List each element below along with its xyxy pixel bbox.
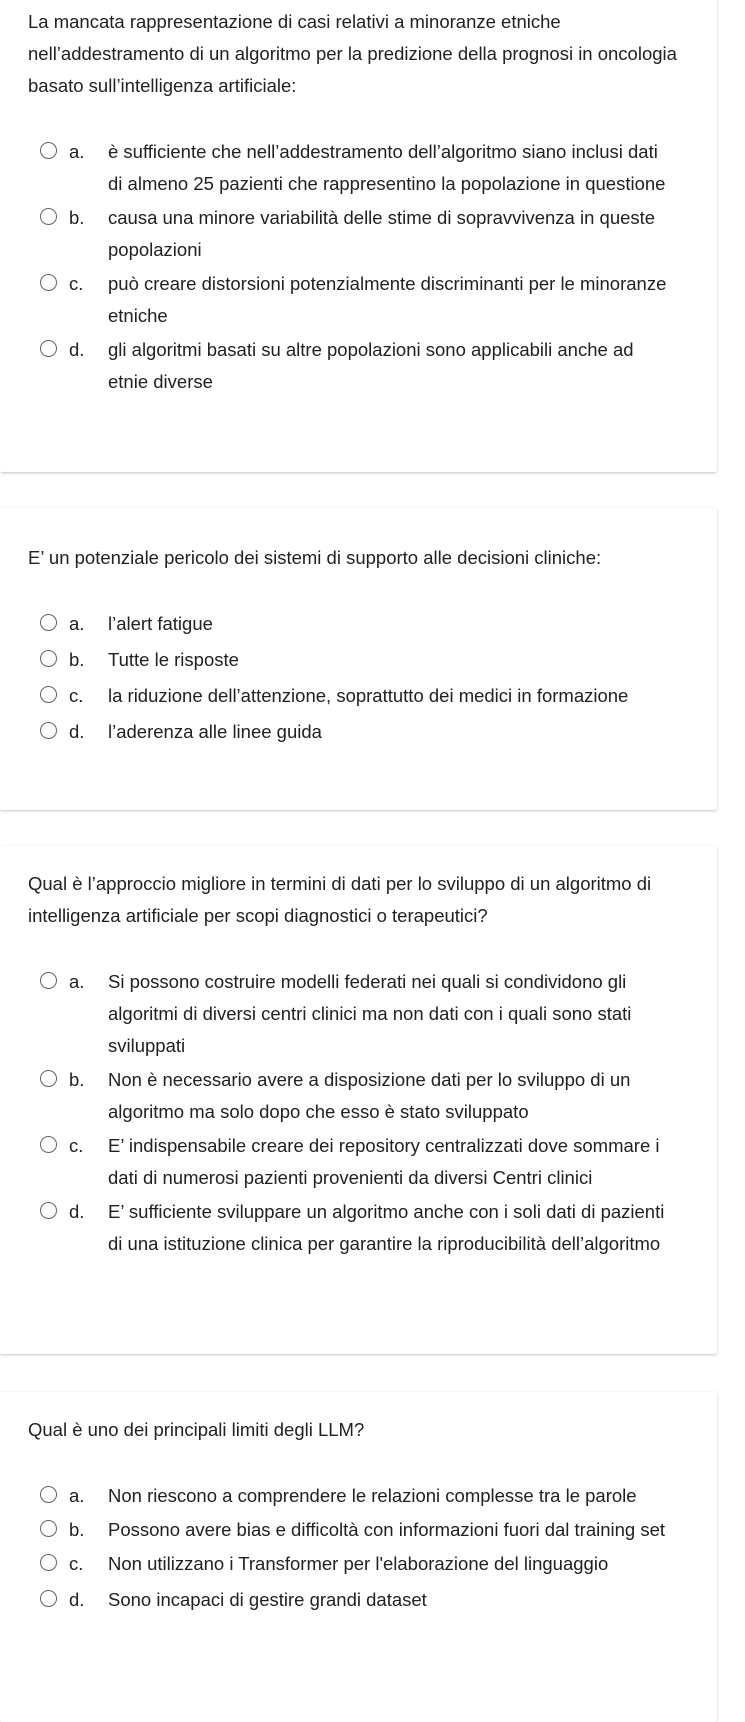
option-text: E’ sufficiente sviluppare un algoritmo anche con i soli dati di pazienti di una istituzione clinica per garantire la riproducibilità dell’algoritmo bbox=[108, 1201, 665, 1254]
option-d[interactable] bbox=[28, 334, 677, 398]
option-text: Possono avere bias e difficoltà con informazioni fuori dal training set bbox=[108, 1519, 666, 1540]
radio-button[interactable] bbox=[40, 1070, 57, 1087]
option-b[interactable] bbox=[28, 202, 677, 266]
radio-button[interactable] bbox=[40, 972, 57, 989]
radio-button[interactable] bbox=[40, 1520, 57, 1537]
option-letter: c. bbox=[69, 1135, 84, 1156]
option-a[interactable] bbox=[28, 608, 677, 640]
radio-button[interactable] bbox=[40, 650, 57, 667]
radio-button[interactable] bbox=[40, 274, 57, 291]
option-c[interactable] bbox=[28, 1548, 677, 1580]
option-text: E’ indispensabile creare dei repository centralizzati dove sommare i dati di numerosi pazienti provenienti da diversi Centri clinici bbox=[108, 1135, 660, 1188]
option-letter: d. bbox=[69, 1589, 85, 1610]
option-letter: b. bbox=[69, 1519, 85, 1540]
radio-button[interactable] bbox=[40, 722, 57, 739]
option-letter: c. bbox=[69, 273, 84, 294]
question-card-2 bbox=[0, 508, 717, 810]
option-letter: a. bbox=[69, 141, 85, 162]
option-c[interactable] bbox=[28, 1130, 677, 1194]
option-text: Non utilizzano i Transformer per l'elaborazione del linguaggio bbox=[108, 1553, 609, 1574]
option-text: causa una minore variabilità delle stime di sopravvivenza in queste popolazioni bbox=[108, 207, 656, 260]
option-b[interactable] bbox=[28, 644, 677, 676]
options-list bbox=[28, 1480, 677, 1616]
option-letter: c. bbox=[69, 685, 84, 706]
options-list bbox=[28, 136, 677, 398]
option-text: può creare distorsioni potenzialmente discriminanti per le minoranze etniche bbox=[108, 273, 667, 326]
option-letter: d. bbox=[69, 721, 85, 742]
option-letter: b. bbox=[69, 649, 85, 670]
radio-button[interactable] bbox=[40, 340, 57, 357]
option-text: Non è necessario avere a disposizione dati per lo sviluppo di un algoritmo ma solo dopo che esso è stato sviluppato bbox=[108, 1069, 631, 1122]
option-letter: a. bbox=[69, 971, 85, 992]
option-letter: b. bbox=[69, 207, 85, 228]
question-text: La mancata rappresentazione di casi relativi a minoranze etniche nell’addestramento di un algoritmo per la predizione della prognosi in oncologia basato sull’intelligenza artificiale: bbox=[28, 11, 677, 96]
radio-button[interactable] bbox=[40, 1136, 57, 1153]
radio-button[interactable] bbox=[40, 1590, 57, 1607]
question-card-4 bbox=[0, 1392, 717, 1722]
option-letter: c. bbox=[69, 1553, 84, 1574]
question-text: Qual è l’approccio migliore in termini di dati per lo sviluppo di un algoritmo di intelligenza artificiale per scopi diagnostici o terapeutici? bbox=[28, 873, 652, 926]
radio-button[interactable] bbox=[40, 614, 57, 631]
radio-button[interactable] bbox=[40, 1554, 57, 1571]
radio-button[interactable] bbox=[40, 208, 57, 225]
option-b[interactable] bbox=[28, 1514, 677, 1546]
option-letter: d. bbox=[69, 339, 85, 360]
option-d[interactable] bbox=[28, 716, 677, 748]
question-card-1 bbox=[0, 0, 717, 472]
option-text: l’alert fatigue bbox=[108, 613, 213, 634]
radio-button[interactable] bbox=[40, 1486, 57, 1503]
option-letter: a. bbox=[69, 613, 85, 634]
question-card-3 bbox=[0, 846, 717, 1354]
option-text: Non riescono a comprendere le relazioni complesse tra le parole bbox=[108, 1485, 637, 1506]
options-list bbox=[28, 608, 677, 748]
option-a[interactable] bbox=[28, 136, 677, 200]
option-text: gli algoritmi basati su altre popolazioni sono applicabili anche ad etnie diverse bbox=[108, 339, 634, 392]
option-text: Tutte le risposte bbox=[108, 649, 239, 670]
option-text: Si possono costruire modelli federati nei quali si condividono gli algoritmi di diversi centri clinici ma non dati con i quali sono stati sviluppati bbox=[108, 971, 632, 1056]
option-text: Sono incapaci di gestire grandi dataset bbox=[108, 1589, 427, 1610]
option-text: l’aderenza alle linee guida bbox=[108, 721, 322, 742]
option-d[interactable] bbox=[28, 1196, 677, 1260]
options-list bbox=[28, 966, 677, 1260]
option-c[interactable] bbox=[28, 680, 677, 712]
radio-button[interactable] bbox=[40, 142, 57, 159]
option-letter: d. bbox=[69, 1201, 85, 1222]
radio-button[interactable] bbox=[40, 686, 57, 703]
option-b[interactable] bbox=[28, 1064, 677, 1128]
option-letter: b. bbox=[69, 1069, 85, 1090]
question-text: Qual è uno dei principali limiti degli LLM? bbox=[28, 1419, 365, 1440]
option-text: la riduzione dell’attenzione, soprattutto dei medici in formazione bbox=[108, 685, 629, 706]
question-text: E’ un potenziale pericolo dei sistemi di supporto alle decisioni cliniche: bbox=[28, 547, 602, 568]
option-d[interactable] bbox=[28, 1584, 677, 1616]
option-c[interactable] bbox=[28, 268, 677, 332]
option-letter: a. bbox=[69, 1485, 85, 1506]
option-a[interactable] bbox=[28, 966, 677, 1062]
radio-button[interactable] bbox=[40, 1202, 57, 1219]
option-text: è sufficiente che nell’addestramento dell’algoritmo siano inclusi dati di almeno 25 pazienti che rappresentino la popolazione in questione bbox=[108, 141, 666, 194]
option-a[interactable] bbox=[28, 1480, 677, 1512]
